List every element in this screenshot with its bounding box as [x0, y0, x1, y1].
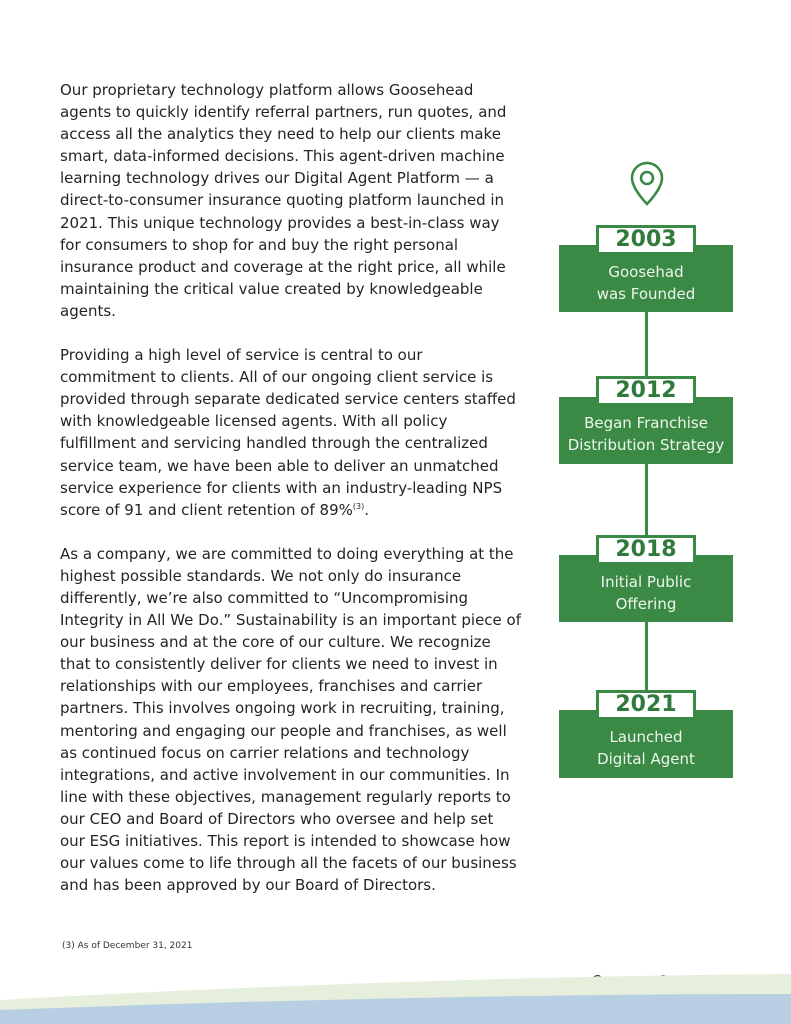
milestone-line2: Offering: [615, 595, 677, 613]
footnote-ref: (3): [352, 501, 365, 511]
map-pin-icon: [630, 161, 664, 207]
milestone-year-2018: 2018: [596, 535, 696, 565]
paragraph-sustainability: As a company, we are committed to doing everything at the highest possible standards. We not only do insurance differently, we’re also committed to “Uncompromising Integrity in All We Do.” Sustainability is an important piece of our business and at the core of our culture. We recognize that to consistently deliver for clients we need to invest in relationships with our employees, franchises and carrier partners. This involves ongoing work in recruiting, training, mentoring and engaging our people and franchises, as well as continued focus on carrier relations and technology integrations, and active involvement in our communities. In line with these objectives, management regularly reports to our CEO and Board of Directors who oversee and help set our ESG initiatives. This report is intended to showcase how our values come to life through all the facets of our business and has been approved by our Board of Directors.: [60, 544, 521, 895]
paragraph-technology: Our proprietary technology platform allows Goosehead agents to quickly identify referral partners, run quotes, and access all the analytics they need to help our clients make smart, data-informed decisions. This agent-driven machine learning technology drives our Digital Agent Platform — a direct-to-consumer insurance quoting platform launched in 2021. This unique technology provides a best-in-class way for consumers to shop for and buy the right personal insurance product and coverage at the right price, all while maintaining the critical value created by knowledgeable agents.: [60, 81, 507, 320]
milestone-box-2003: [559, 245, 733, 312]
milestone-box-2012: [559, 397, 733, 464]
milestone-box-2021: [559, 710, 733, 778]
footnote: (3) As of December 31, 2021: [62, 941, 193, 951]
milestone-year-2021: 2021: [596, 690, 696, 720]
timeline-line: [645, 312, 648, 697]
paragraph-service: [60, 344, 522, 521]
milestone-line1: Began Franchise: [584, 414, 708, 432]
milestone-line2: Digital Agent: [597, 750, 695, 768]
paragraph-service-text: Providing a high level of service is central to our commitment to clients. All of our ongoing client service is provided through separate dedicated service centers staffed with knowledgeable licensed agents. With all policy fulfillment and servicing handled through the centralized service team, we have been able to deliver an unmatched service experience for clients with an industry-leading NPS score of 91 and client retention of 89%: [60, 346, 516, 519]
body-text: [60, 79, 522, 918]
milestone-line1: Launched: [609, 728, 683, 746]
milestone-line2: Distribution Strategy: [567, 436, 725, 454]
bottom-decorative-band: [0, 964, 791, 1024]
milestone-line2: was Founded: [596, 285, 696, 303]
milestone-line1: Goosehad: [608, 263, 684, 281]
milestone-year-2003: 2003: [596, 225, 696, 255]
milestone-year-2012: 2012: [596, 376, 696, 406]
milestone-line1: Initial Public: [600, 573, 692, 591]
milestone-box-2018: [559, 555, 733, 622]
paragraph-service-end: .: [364, 500, 369, 519]
